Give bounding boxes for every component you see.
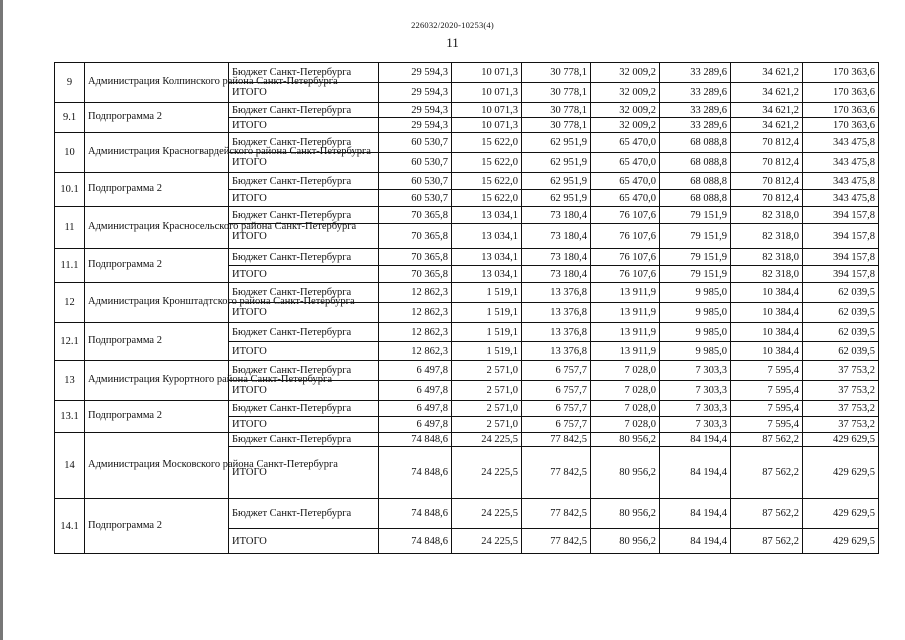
- amount-cell: 87 562,2: [731, 529, 803, 554]
- scan-edge: [0, 0, 3, 640]
- amount-cell: 70 812,4: [731, 133, 803, 153]
- amount-cell: 34 621,2: [731, 83, 803, 103]
- amount-cell: 7 028,0: [591, 381, 660, 401]
- responsible-executor: Администрация Красногвардейского района Санкт-Петербурга: [85, 133, 229, 173]
- total-amount-cell: 170 363,6: [803, 118, 879, 133]
- funding-source: ИТОГО: [229, 447, 379, 499]
- total-amount-cell: 62 039,5: [803, 303, 879, 323]
- amount-cell: 84 194,4: [660, 433, 731, 447]
- amount-cell: 80 956,2: [591, 529, 660, 554]
- funding-source: Бюджет Санкт-Петербурга: [229, 63, 379, 83]
- amount-cell: 6 757,7: [522, 417, 591, 433]
- responsible-executor: Подпрограмма 2: [85, 103, 229, 133]
- funding-source: Бюджет Санкт-Петербурга: [229, 103, 379, 118]
- amount-cell: 62 951,9: [522, 153, 591, 173]
- amount-cell: 24 225,5: [452, 447, 522, 499]
- amount-cell: 7 595,4: [731, 381, 803, 401]
- amount-cell: 10 071,3: [452, 63, 522, 83]
- amount-cell: 65 470,0: [591, 190, 660, 207]
- amount-cell: 29 594,3: [379, 63, 452, 83]
- table-row: [55, 499, 879, 529]
- responsible-executor: Подпрограмма 2: [85, 249, 229, 283]
- row-number: 14.1: [55, 499, 85, 554]
- amount-cell: 9 985,0: [660, 303, 731, 323]
- amount-cell: 12 862,3: [379, 323, 452, 342]
- amount-cell: 13 034,1: [452, 249, 522, 266]
- amount-cell: 7 028,0: [591, 401, 660, 417]
- amount-cell: 79 151,9: [660, 207, 731, 224]
- amount-cell: 13 376,8: [522, 283, 591, 303]
- amount-cell: 7 303,3: [660, 417, 731, 433]
- amount-cell: 74 848,6: [379, 447, 452, 499]
- amount-cell: 87 562,2: [731, 433, 803, 447]
- amount-cell: 70 365,8: [379, 249, 452, 266]
- amount-cell: 32 009,2: [591, 63, 660, 83]
- funding-source: ИТОГО: [229, 303, 379, 323]
- funding-source: ИТОГО: [229, 529, 379, 554]
- table-row: [55, 103, 879, 118]
- amount-cell: 24 225,5: [452, 433, 522, 447]
- amount-cell: 60 530,7: [379, 133, 452, 153]
- responsible-executor: Подпрограмма 2: [85, 323, 229, 361]
- amount-cell: 77 842,5: [522, 499, 591, 529]
- amount-cell: 65 470,0: [591, 173, 660, 190]
- funding-source: ИТОГО: [229, 342, 379, 361]
- amount-cell: 76 107,6: [591, 266, 660, 283]
- funding-source: ИТОГО: [229, 417, 379, 433]
- row-number: 10: [55, 133, 85, 173]
- funding-source: ИТОГО: [229, 224, 379, 249]
- amount-cell: 74 848,6: [379, 433, 452, 447]
- amount-cell: 62 951,9: [522, 133, 591, 153]
- amount-cell: 73 180,4: [522, 207, 591, 224]
- row-number: 11: [55, 207, 85, 249]
- funding-source: Бюджет Санкт-Петербурга: [229, 499, 379, 529]
- amount-cell: 15 622,0: [452, 173, 522, 190]
- amount-cell: 74 848,6: [379, 499, 452, 529]
- amount-cell: 34 621,2: [731, 103, 803, 118]
- table-row: [55, 323, 879, 342]
- total-amount-cell: 170 363,6: [803, 103, 879, 118]
- amount-cell: 82 318,0: [731, 249, 803, 266]
- amount-cell: 6 497,8: [379, 417, 452, 433]
- amount-cell: 24 225,5: [452, 529, 522, 554]
- funding-source: ИТОГО: [229, 190, 379, 207]
- amount-cell: 84 194,4: [660, 447, 731, 499]
- row-number: 12: [55, 283, 85, 323]
- responsible-executor: Подпрограмма 2: [85, 401, 229, 433]
- amount-cell: 10 071,3: [452, 118, 522, 133]
- row-number: 13: [55, 361, 85, 401]
- responsible-executor: Администрация Московского района Санкт-Петербурга: [85, 433, 229, 499]
- amount-cell: 9 985,0: [660, 283, 731, 303]
- total-amount-cell: 170 363,6: [803, 63, 879, 83]
- funding-source: Бюджет Санкт-Петербурга: [229, 433, 379, 447]
- amount-cell: 30 778,1: [522, 103, 591, 118]
- funding-source: ИТОГО: [229, 381, 379, 401]
- amount-cell: 70 812,4: [731, 190, 803, 207]
- funding-source: ИТОГО: [229, 153, 379, 173]
- total-amount-cell: 37 753,2: [803, 401, 879, 417]
- funding-source: Бюджет Санкт-Петербурга: [229, 283, 379, 303]
- amount-cell: 84 194,4: [660, 529, 731, 554]
- row-number: 13.1: [55, 401, 85, 433]
- amount-cell: 73 180,4: [522, 224, 591, 249]
- row-number: 11.1: [55, 249, 85, 283]
- amount-cell: 74 848,6: [379, 529, 452, 554]
- amount-cell: 33 289,6: [660, 103, 731, 118]
- amount-cell: 13 376,8: [522, 303, 591, 323]
- amount-cell: 60 530,7: [379, 153, 452, 173]
- amount-cell: 82 318,0: [731, 207, 803, 224]
- amount-cell: 68 088,8: [660, 153, 731, 173]
- amount-cell: 6 497,8: [379, 401, 452, 417]
- amount-cell: 1 519,1: [452, 303, 522, 323]
- amount-cell: 33 289,6: [660, 118, 731, 133]
- total-amount-cell: 394 157,8: [803, 207, 879, 224]
- amount-cell: 13 034,1: [452, 207, 522, 224]
- amount-cell: 30 778,1: [522, 118, 591, 133]
- amount-cell: 7 028,0: [591, 361, 660, 381]
- row-number: 14: [55, 433, 85, 499]
- amount-cell: 62 951,9: [522, 173, 591, 190]
- total-amount-cell: 62 039,5: [803, 283, 879, 303]
- row-number: 12.1: [55, 323, 85, 361]
- amount-cell: 6 757,7: [522, 401, 591, 417]
- amount-cell: 15 622,0: [452, 133, 522, 153]
- amount-cell: 13 034,1: [452, 266, 522, 283]
- total-amount-cell: 37 753,2: [803, 417, 879, 433]
- amount-cell: 77 842,5: [522, 529, 591, 554]
- funding-source: Бюджет Санкт-Петербурга: [229, 361, 379, 381]
- amount-cell: 70 812,4: [731, 153, 803, 173]
- amount-cell: 82 318,0: [731, 266, 803, 283]
- funding-source: Бюджет Санкт-Петербурга: [229, 323, 379, 342]
- amount-cell: 32 009,2: [591, 118, 660, 133]
- amount-cell: 80 956,2: [591, 447, 660, 499]
- amount-cell: 34 621,2: [731, 63, 803, 83]
- amount-cell: 7 595,4: [731, 361, 803, 381]
- responsible-executor: Администрация Красносельского района Санкт-Петербурга: [85, 207, 229, 249]
- amount-cell: 10 384,4: [731, 342, 803, 361]
- amount-cell: 79 151,9: [660, 224, 731, 249]
- amount-cell: 7 595,4: [731, 417, 803, 433]
- responsible-executor: Администрация Кронштадтского района Санкт-Петербурга: [85, 283, 229, 323]
- total-amount-cell: 343 475,8: [803, 190, 879, 207]
- amount-cell: 70 365,8: [379, 224, 452, 249]
- amount-cell: 33 289,6: [660, 83, 731, 103]
- amount-cell: 79 151,9: [660, 266, 731, 283]
- table-row: [55, 63, 879, 83]
- funding-source: Бюджет Санкт-Петербурга: [229, 249, 379, 266]
- amount-cell: 6 497,8: [379, 381, 452, 401]
- total-amount-cell: 62 039,5: [803, 323, 879, 342]
- amount-cell: 2 571,0: [452, 417, 522, 433]
- funding-source: ИТОГО: [229, 83, 379, 103]
- responsible-executor: Подпрограмма 2: [85, 499, 229, 554]
- amount-cell: 32 009,2: [591, 83, 660, 103]
- table-row: [55, 173, 879, 190]
- amount-cell: 13 376,8: [522, 323, 591, 342]
- amount-cell: 1 519,1: [452, 283, 522, 303]
- amount-cell: 2 571,0: [452, 361, 522, 381]
- amount-cell: 29 594,3: [379, 118, 452, 133]
- amount-cell: 10 384,4: [731, 303, 803, 323]
- amount-cell: 10 071,3: [452, 83, 522, 103]
- amount-cell: 7 303,3: [660, 381, 731, 401]
- amount-cell: 79 151,9: [660, 249, 731, 266]
- total-amount-cell: 394 157,8: [803, 249, 879, 266]
- amount-cell: 68 088,8: [660, 173, 731, 190]
- table-row: [55, 133, 879, 153]
- row-number: 10.1: [55, 173, 85, 207]
- page-number: 11: [446, 35, 459, 50]
- funding-source: ИТОГО: [229, 118, 379, 133]
- table-row: [55, 283, 879, 303]
- amount-cell: 80 956,2: [591, 433, 660, 447]
- amount-cell: 10 384,4: [731, 283, 803, 303]
- amount-cell: 76 107,6: [591, 249, 660, 266]
- table-row: [55, 401, 879, 417]
- amount-cell: 24 225,5: [452, 499, 522, 529]
- amount-cell: 60 530,7: [379, 190, 452, 207]
- amount-cell: 9 985,0: [660, 323, 731, 342]
- amount-cell: 65 470,0: [591, 133, 660, 153]
- table-body: [55, 63, 879, 554]
- row-number: 9.1: [55, 103, 85, 133]
- amount-cell: 87 562,2: [731, 447, 803, 499]
- amount-cell: 12 862,3: [379, 342, 452, 361]
- amount-cell: 7 303,3: [660, 401, 731, 417]
- amount-cell: 29 594,3: [379, 103, 452, 118]
- amount-cell: 77 842,5: [522, 447, 591, 499]
- total-amount-cell: 429 629,5: [803, 529, 879, 554]
- amount-cell: 73 180,4: [522, 249, 591, 266]
- table-row: [55, 249, 879, 266]
- amount-cell: 87 562,2: [731, 499, 803, 529]
- total-amount-cell: 37 753,2: [803, 361, 879, 381]
- amount-cell: 15 622,0: [452, 190, 522, 207]
- responsible-executor: Подпрограмма 2: [85, 173, 229, 207]
- amount-cell: 7 028,0: [591, 417, 660, 433]
- amount-cell: 6 497,8: [379, 361, 452, 381]
- amount-cell: 13 376,8: [522, 342, 591, 361]
- amount-cell: 76 107,6: [591, 207, 660, 224]
- table-row: [55, 207, 879, 224]
- budget-table: [54, 62, 879, 554]
- amount-cell: 9 985,0: [660, 342, 731, 361]
- amount-cell: 29 594,3: [379, 83, 452, 103]
- total-amount-cell: 394 157,8: [803, 266, 879, 283]
- amount-cell: 7 595,4: [731, 401, 803, 417]
- amount-cell: 84 194,4: [660, 499, 731, 529]
- amount-cell: 82 318,0: [731, 224, 803, 249]
- funding-source: Бюджет Санкт-Петербурга: [229, 173, 379, 190]
- amount-cell: 13 911,9: [591, 303, 660, 323]
- amount-cell: 30 778,1: [522, 83, 591, 103]
- amount-cell: 34 621,2: [731, 118, 803, 133]
- amount-cell: 12 862,3: [379, 303, 452, 323]
- amount-cell: 30 778,1: [522, 63, 591, 83]
- amount-cell: 13 911,9: [591, 323, 660, 342]
- amount-cell: 2 571,0: [452, 381, 522, 401]
- funding-source: Бюджет Санкт-Петербурга: [229, 133, 379, 153]
- document-number: 226032/2020-10253(4): [411, 20, 494, 30]
- table-row: [55, 361, 879, 381]
- amount-cell: 33 289,6: [660, 63, 731, 83]
- total-amount-cell: 343 475,8: [803, 173, 879, 190]
- amount-cell: 76 107,6: [591, 224, 660, 249]
- amount-cell: 62 951,9: [522, 190, 591, 207]
- amount-cell: 70 812,4: [731, 173, 803, 190]
- amount-cell: 2 571,0: [452, 401, 522, 417]
- amount-cell: 7 303,3: [660, 361, 731, 381]
- amount-cell: 70 365,8: [379, 207, 452, 224]
- funding-source: Бюджет Санкт-Петербурга: [229, 207, 379, 224]
- amount-cell: 73 180,4: [522, 266, 591, 283]
- total-amount-cell: 62 039,5: [803, 342, 879, 361]
- amount-cell: 13 911,9: [591, 283, 660, 303]
- amount-cell: 10 384,4: [731, 323, 803, 342]
- total-amount-cell: 343 475,8: [803, 133, 879, 153]
- total-amount-cell: 343 475,8: [803, 153, 879, 173]
- amount-cell: 1 519,1: [452, 323, 522, 342]
- total-amount-cell: 170 363,6: [803, 83, 879, 103]
- total-amount-cell: 37 753,2: [803, 381, 879, 401]
- amount-cell: 65 470,0: [591, 153, 660, 173]
- table-row: [55, 433, 879, 447]
- total-amount-cell: 429 629,5: [803, 433, 879, 447]
- responsible-executor: Администрация Колпинского района Санкт-Петербурга: [85, 63, 229, 103]
- total-amount-cell: 429 629,5: [803, 447, 879, 499]
- amount-cell: 6 757,7: [522, 381, 591, 401]
- funding-source: ИТОГО: [229, 266, 379, 283]
- amount-cell: 32 009,2: [591, 103, 660, 118]
- amount-cell: 68 088,8: [660, 133, 731, 153]
- amount-cell: 6 757,7: [522, 361, 591, 381]
- total-amount-cell: 429 629,5: [803, 499, 879, 529]
- amount-cell: 68 088,8: [660, 190, 731, 207]
- amount-cell: 13 911,9: [591, 342, 660, 361]
- amount-cell: 10 071,3: [452, 103, 522, 118]
- amount-cell: 15 622,0: [452, 153, 522, 173]
- amount-cell: 12 862,3: [379, 283, 452, 303]
- amount-cell: 77 842,5: [522, 433, 591, 447]
- total-amount-cell: 394 157,8: [803, 224, 879, 249]
- amount-cell: 80 956,2: [591, 499, 660, 529]
- row-number: 9: [55, 63, 85, 103]
- amount-cell: 1 519,1: [452, 342, 522, 361]
- amount-cell: 70 365,8: [379, 266, 452, 283]
- funding-source: Бюджет Санкт-Петербурга: [229, 401, 379, 417]
- amount-cell: 13 034,1: [452, 224, 522, 249]
- responsible-executor: Администрация Курортного района Санкт-Петербурга: [85, 361, 229, 401]
- amount-cell: 60 530,7: [379, 173, 452, 190]
